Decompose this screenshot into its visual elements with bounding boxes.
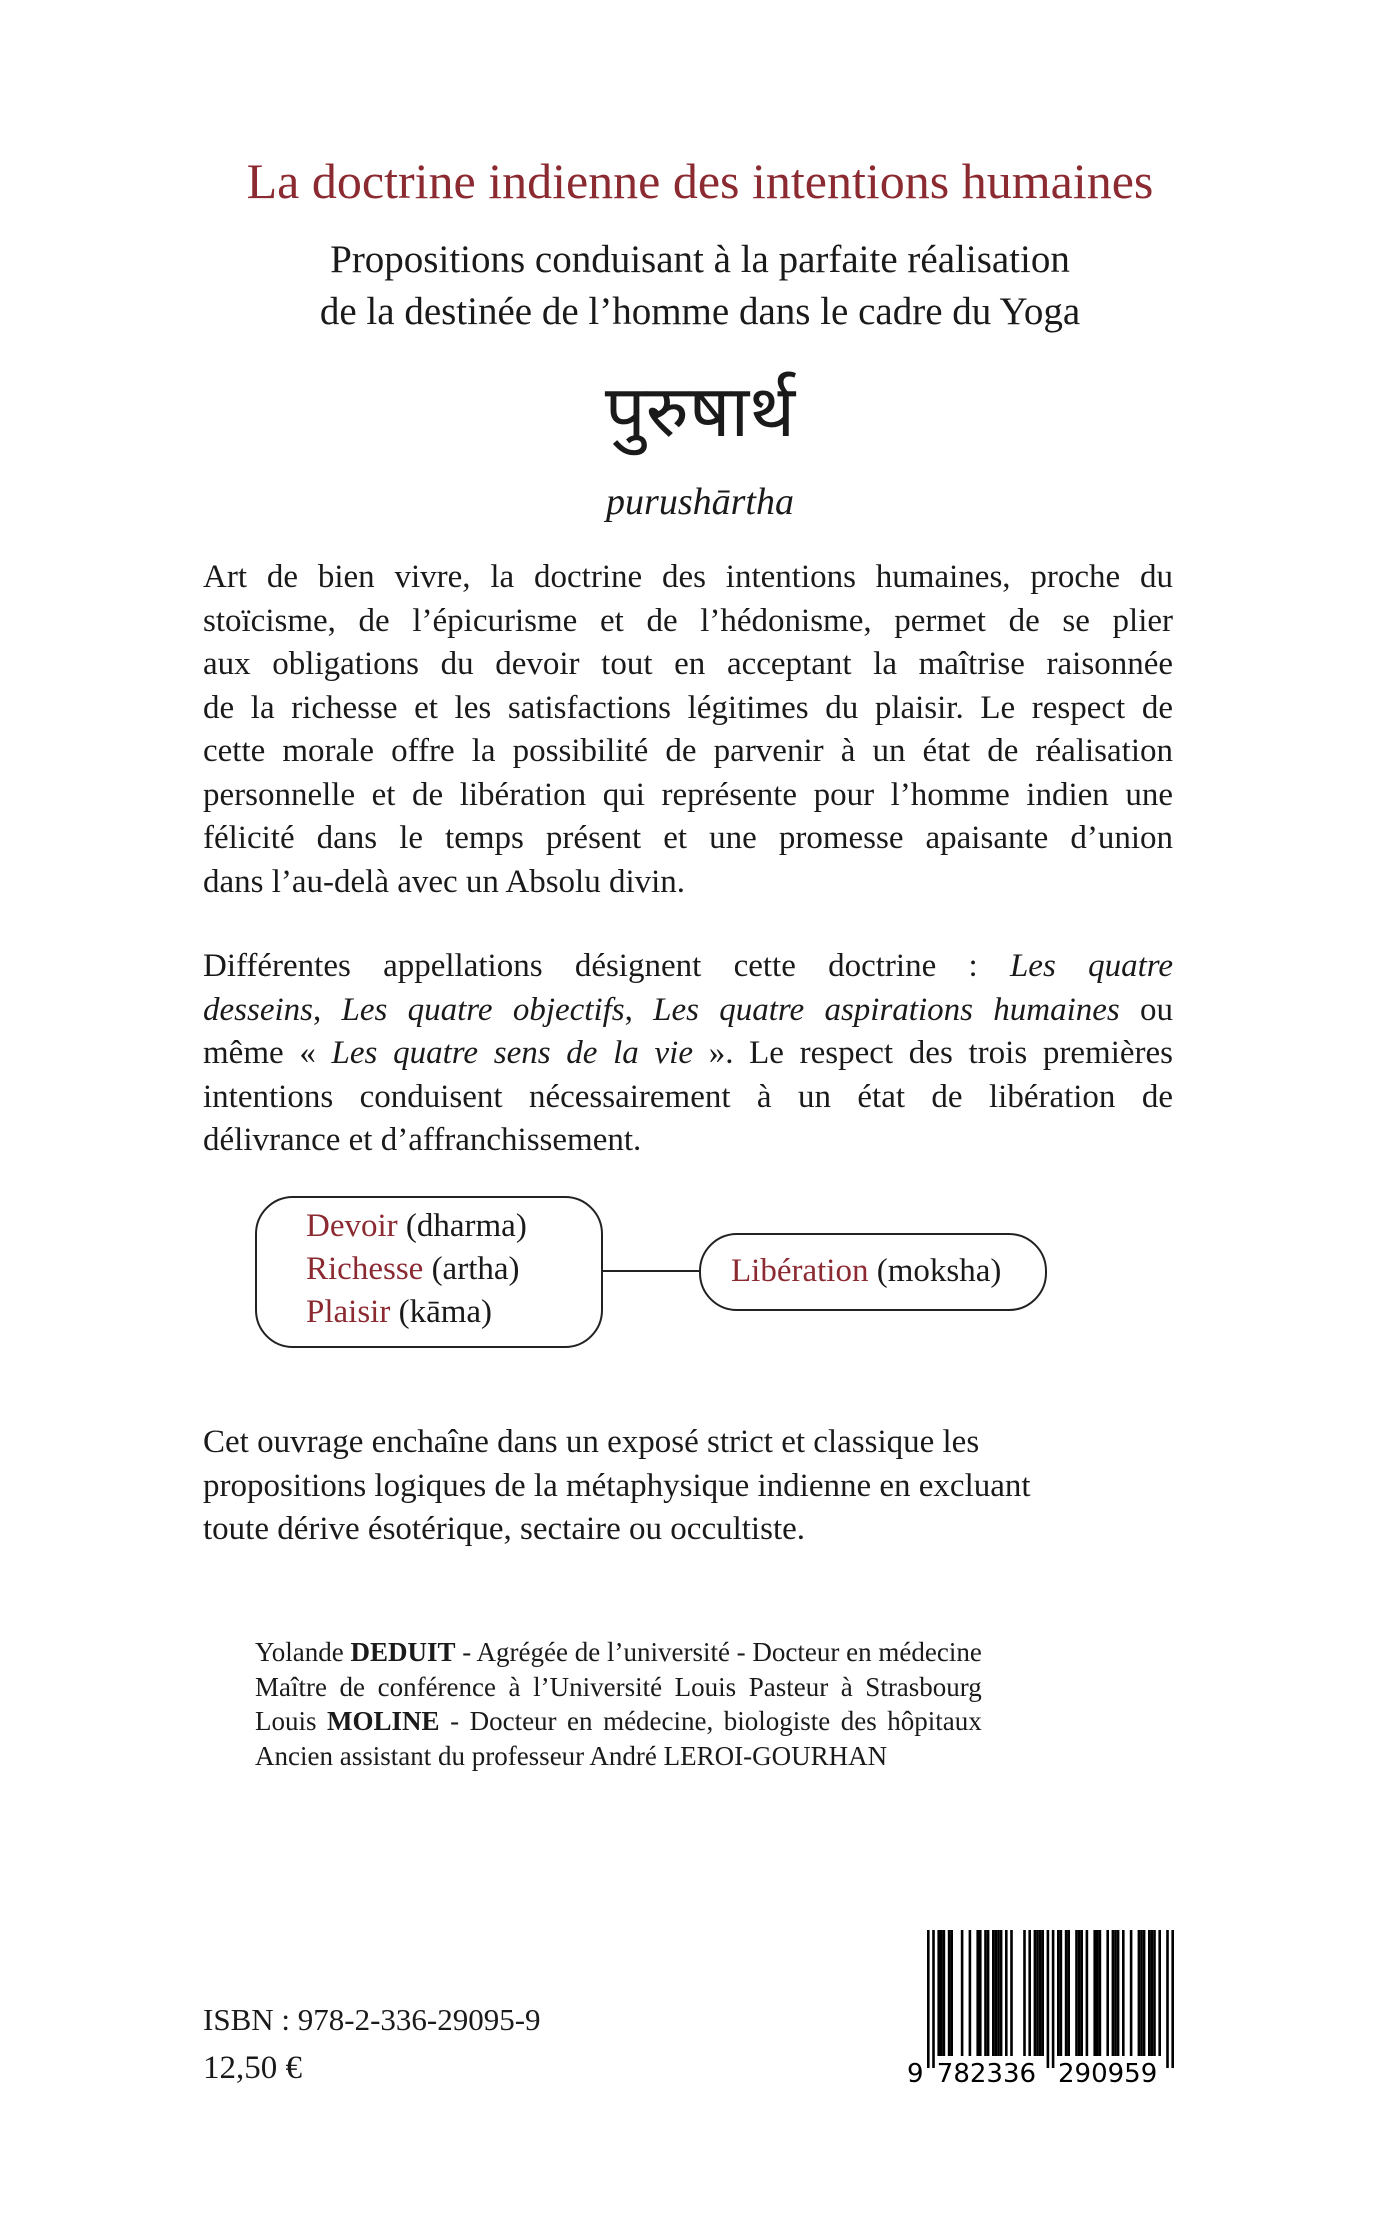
italic-text: Les quatre	[1009, 948, 1173, 984]
text-line	[203, 730, 1173, 774]
text-line	[203, 989, 1173, 1033]
aim-sanskrit: (artha)	[431, 1251, 520, 1287]
barcode-bar	[948, 1930, 951, 2056]
barcode-bar	[1099, 1930, 1102, 2056]
barcode-bar	[1122, 1930, 1125, 2056]
barcode-digits: 9	[907, 2059, 924, 2089]
paragraph-3	[203, 1421, 1173, 1552]
barcode-bar	[1158, 1930, 1161, 2056]
text-segment: Cet ouvrage enchaîne dans un exposé strict et classique les	[203, 1424, 980, 1460]
barcode-bar	[940, 1930, 943, 2056]
text-line	[203, 1508, 1173, 1552]
barcode	[905, 1930, 1175, 2090]
text-segment: de la richesse et les satisfactions légitimes du plaisir. Le respect de	[203, 689, 1173, 726]
text-segment: Différentes appellations désignent cette doctrine :	[203, 948, 1010, 984]
paragraph-1	[203, 556, 1173, 904]
text-segment: dans l’au-delà avec un Absolu divin.	[203, 863, 686, 900]
text-segment: stoïcisme, de l’épicurisme et de l’hédonisme, permet de se plier	[203, 602, 1173, 639]
text-line	[255, 1670, 982, 1705]
isbn: ISBN : 978-2-336-29095-9	[203, 2002, 541, 2037]
text-segment: Louis	[255, 1706, 328, 1736]
barcode-bar	[932, 1930, 935, 2068]
aim-sanskrit: (kāma)	[398, 1294, 493, 1330]
barcode-bar	[1005, 1930, 1008, 2056]
barcode-bar	[1034, 1930, 1037, 2056]
barcode-bar	[1010, 1930, 1013, 2056]
barcode-bar	[1000, 1930, 1003, 2056]
barcode-bar	[1143, 1930, 1146, 2056]
devanagari-title: पुरुषार्थ	[604, 369, 796, 453]
aim-term: Plaisir	[306, 1294, 391, 1330]
italic-text: Les quatre sens de la vie	[331, 1035, 693, 1071]
barcode-bar	[1060, 1930, 1063, 2056]
text-line	[203, 1032, 1173, 1076]
barcode-bar	[1067, 1930, 1070, 2056]
text-segment: - Agrégée de l’université - Docteur en médecine	[455, 1637, 982, 1667]
barcode-bar	[1075, 1930, 1078, 2056]
aim-term: Libération	[731, 1253, 869, 1289]
italic-text: desseins	[203, 991, 313, 1028]
barcode-bar	[1036, 1930, 1039, 2056]
barcode-bar	[943, 1930, 946, 2056]
barcode-bar	[1112, 1930, 1115, 2056]
barcode-bar	[1096, 1930, 1099, 2056]
book-title: La doctrine indienne des intentions humaines	[246, 153, 1154, 209]
text-line	[203, 817, 1173, 861]
text-line	[255, 1739, 982, 1774]
price: 12,50 €	[203, 2050, 302, 2086]
barcode-digits: 782336	[936, 2059, 1037, 2089]
text-segment: cette morale offre la possibilité de parvenir à un état de réalisation	[203, 733, 1173, 769]
text-line	[203, 1421, 1173, 1465]
subtitle-line-1: Propositions conduisant à la parfaite réalisation	[330, 238, 1070, 281]
barcode-bar	[1117, 1930, 1120, 2056]
barcode-bar	[937, 1930, 940, 2056]
text-line	[203, 687, 1173, 731]
barcode-bar	[1171, 1930, 1174, 2068]
barcode-bar	[1138, 1930, 1141, 2056]
barcode-bar	[950, 1930, 953, 2056]
text-segment: toute dérive ésotérique, sectaire ou occultiste.	[203, 1511, 806, 1547]
text-line	[255, 1635, 982, 1670]
barcode-bar	[1041, 1930, 1044, 2056]
barcode-bar	[992, 1930, 995, 2056]
barcode-bar	[1065, 1930, 1068, 2056]
bold-name: DEDUIT	[350, 1637, 456, 1667]
paragraph-2	[203, 945, 1173, 1163]
authors-block	[255, 1635, 982, 1773]
text-line	[203, 600, 1173, 644]
text-line	[203, 774, 1173, 818]
barcode-bar	[1140, 1930, 1143, 2056]
barcode-bar	[1148, 1930, 1151, 2056]
italic-text: Les quatre objectifs	[341, 991, 625, 1028]
italic-text: Les quatre aspirations humaines	[653, 991, 1120, 1028]
text-segment: intentions conduisent nécessairement à un état de libération de	[203, 1078, 1173, 1115]
barcode-bar	[969, 1930, 972, 2056]
text-segment: Art de bien vivre, la doctrine des intentions humaines, proche du	[203, 559, 1173, 595]
barcode-bar	[1151, 1930, 1154, 2056]
barcode-bar	[1114, 1930, 1117, 2056]
text-segment: Maître de conférence à l’Université Louis Pasteur à Strasbourg	[255, 1671, 982, 1702]
barcode-bar	[1093, 1930, 1096, 2056]
barcode-bar	[1052, 1930, 1055, 2068]
diagram-box-three-aims	[255, 1196, 603, 1348]
barcode-bar	[995, 1930, 998, 2056]
barcode-bar	[961, 1930, 964, 2056]
text-line	[203, 556, 1173, 600]
barcode-bar	[1153, 1930, 1156, 2056]
subtitle-line-2: de la destinée de l’homme dans le cadre du Yoga	[319, 290, 1081, 333]
barcode-bar	[1086, 1930, 1089, 2056]
text-segment: même «	[203, 1035, 332, 1071]
text-line	[203, 945, 1173, 989]
diagram-connector	[602, 1270, 700, 1272]
diagram-box-liberation	[699, 1233, 1047, 1311]
text-line	[203, 1076, 1173, 1120]
text-segment: Yolande	[255, 1637, 351, 1667]
text-segment: ,	[624, 991, 654, 1028]
text-line	[203, 1119, 1173, 1163]
text-line	[255, 1704, 982, 1739]
barcode-bar	[997, 1930, 1000, 2056]
aim-kama	[306, 1291, 601, 1334]
aim-dharma	[306, 1205, 601, 1248]
aim-term: Devoir	[306, 1208, 398, 1244]
text-line	[203, 861, 1173, 905]
barcode-bar	[1078, 1930, 1081, 2056]
barcode-bar	[976, 1930, 979, 2056]
text-segment: Ancien assistant du professeur André LEROI-GOURHAN	[255, 1740, 888, 1771]
barcode-bar	[1047, 1930, 1050, 2068]
bold-name: MOLINE	[327, 1706, 440, 1736]
text-segment: ou	[1119, 991, 1174, 1028]
transliteration: purushārtha	[606, 481, 794, 523]
barcode-bar	[1106, 1930, 1109, 2056]
barcode-bar	[1039, 1930, 1042, 2056]
text-segment: aux obligations du devoir tout en acceptant la maîtrise raisonnée	[203, 646, 1173, 682]
barcode-bar	[1130, 1930, 1133, 2056]
text-segment: - Docteur en médecine, biologiste des hôpitaux	[439, 1706, 982, 1736]
barcode-digits: 290959	[1058, 2059, 1158, 2089]
aim-term: Richesse	[306, 1251, 424, 1287]
barcode-bar	[1057, 1930, 1060, 2056]
text-line	[203, 643, 1173, 687]
aim-artha	[306, 1248, 601, 1291]
barcode-bar	[984, 1930, 987, 2056]
aim-sanskrit: (dharma)	[405, 1208, 527, 1244]
barcode-bar	[927, 1930, 930, 2068]
text-segment: propositions logiques de la métaphysique indienne en excluant	[203, 1467, 1031, 1504]
barcode-bar	[1080, 1930, 1083, 2056]
text-line	[203, 1465, 1173, 1509]
barcode-bar	[1166, 1930, 1169, 2068]
barcode-bar	[1023, 1930, 1026, 2056]
barcode-bar	[979, 1930, 982, 2056]
barcode-bar	[987, 1930, 990, 2056]
barcode-bar	[1028, 1930, 1031, 2056]
text-segment: ». Le respect des trois premières	[692, 1035, 1173, 1071]
text-segment: félicité dans le temps présent et une promesse apaisante d’union	[203, 820, 1173, 856]
text-segment: délivrance et d’affranchissement.	[203, 1122, 642, 1158]
aim-sanskrit: (moksha)	[876, 1253, 1002, 1289]
text-segment: personnelle et de libération qui représente pour l’homme indien une	[203, 776, 1173, 813]
text-segment: ,	[313, 991, 342, 1028]
